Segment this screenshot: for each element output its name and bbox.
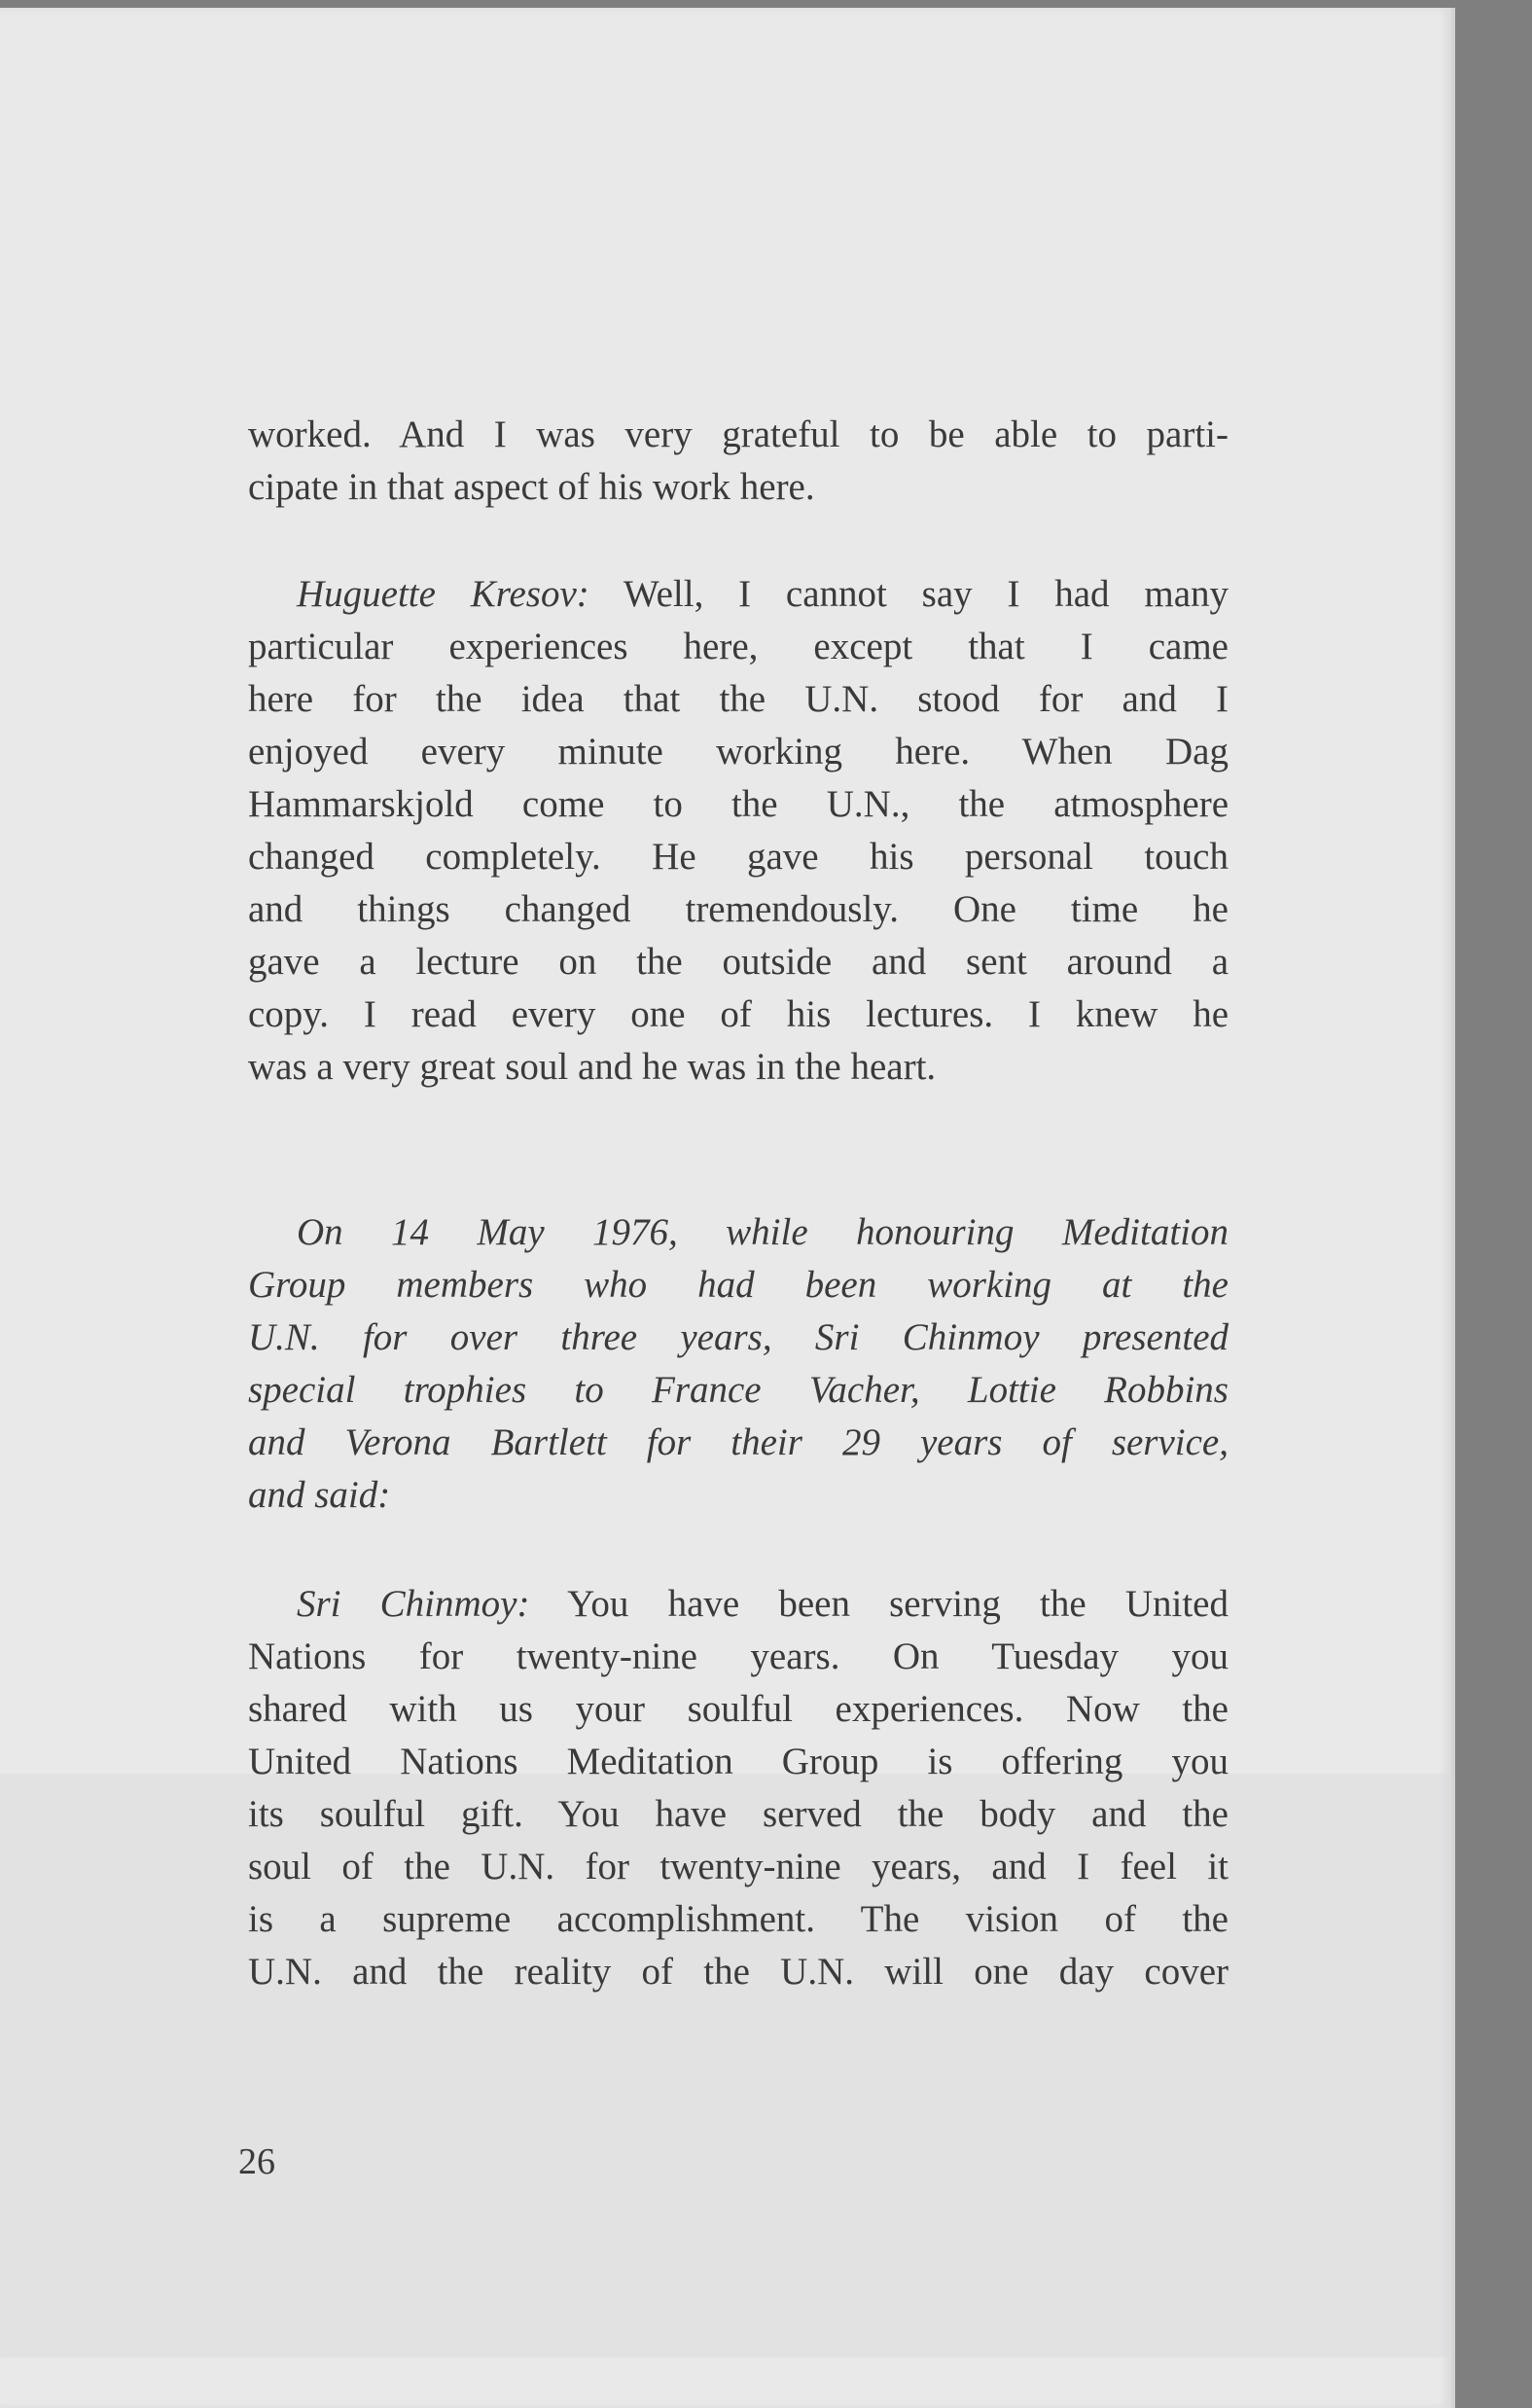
- text-line: copy. I read every one of his lectures. I knew he: [248, 993, 1229, 1035]
- text-line: U.N. and the reality of the U.N. will one day cover: [248, 1951, 1229, 1993]
- paragraph-narration: [248, 1206, 1229, 1522]
- text-line: and things changed tremendously. One time he: [248, 888, 1229, 930]
- text-line: [248, 1578, 1229, 1631]
- paragraph-huguette-kresov: [248, 568, 1229, 1094]
- text-line: U.N. for over three years, Sri Chinmoy presented: [248, 1316, 1229, 1358]
- text-line: gave a lecture on the outside and sent around a: [248, 941, 1229, 983]
- text-line: cipate in that aspect of his work here.: [248, 466, 815, 508]
- text-span: You have been serving the United: [529, 1583, 1229, 1625]
- text-line: enjoyed every minute working here. When Dag: [248, 731, 1229, 773]
- text-line: changed completely. He gave his personal touch: [248, 836, 1229, 878]
- text-line: here for the idea that the U.N. stood for and I: [248, 678, 1229, 720]
- paragraph-continuation: [248, 409, 1229, 514]
- text-line: particular experiences here, except that I came: [248, 626, 1229, 667]
- text-line: On 14 May 1976, while honouring Meditation: [297, 1211, 1229, 1253]
- text-line: shared with us your soulful experiences. Now the: [248, 1688, 1229, 1730]
- text-line: Nations for twenty-nine years. On Tuesday you: [248, 1635, 1229, 1677]
- document-page: [0, 8, 1451, 2408]
- speaker-name: Sri Chinmoy:: [297, 1583, 530, 1625]
- text-line: is a supreme accomplishment. The vision of the: [248, 1898, 1229, 1940]
- text-line: special trophies to France Vacher, Lottie Robbins: [248, 1369, 1229, 1411]
- text-line: [248, 568, 1229, 621]
- speaker-name: Huguette Kresov:: [297, 573, 589, 615]
- text-line: worked. And I was very grateful to be able to parti-: [248, 413, 1229, 455]
- page-number: 26: [238, 2141, 275, 2182]
- text-line: soul of the U.N. for twenty-nine years, and I feel it: [248, 1846, 1229, 1887]
- text-line: and Verona Bartlett for their 29 years of service,: [248, 1421, 1229, 1463]
- paragraph-sri-chinmoy: [248, 1578, 1229, 1998]
- text-line: its soulful gift. You have served the body and the: [248, 1793, 1229, 1835]
- text-line: and said:: [248, 1474, 391, 1516]
- text-line: United Nations Meditation Group is offering you: [248, 1741, 1229, 1782]
- text-line: was a very great soul and he was in the heart.: [248, 1046, 937, 1088]
- text-span: Well, I cannot say I had many: [588, 573, 1229, 615]
- text-line: Hammarskjold come to the U.N., the atmosphere: [248, 783, 1229, 825]
- text-line: Group members who had been working at the: [248, 1264, 1229, 1306]
